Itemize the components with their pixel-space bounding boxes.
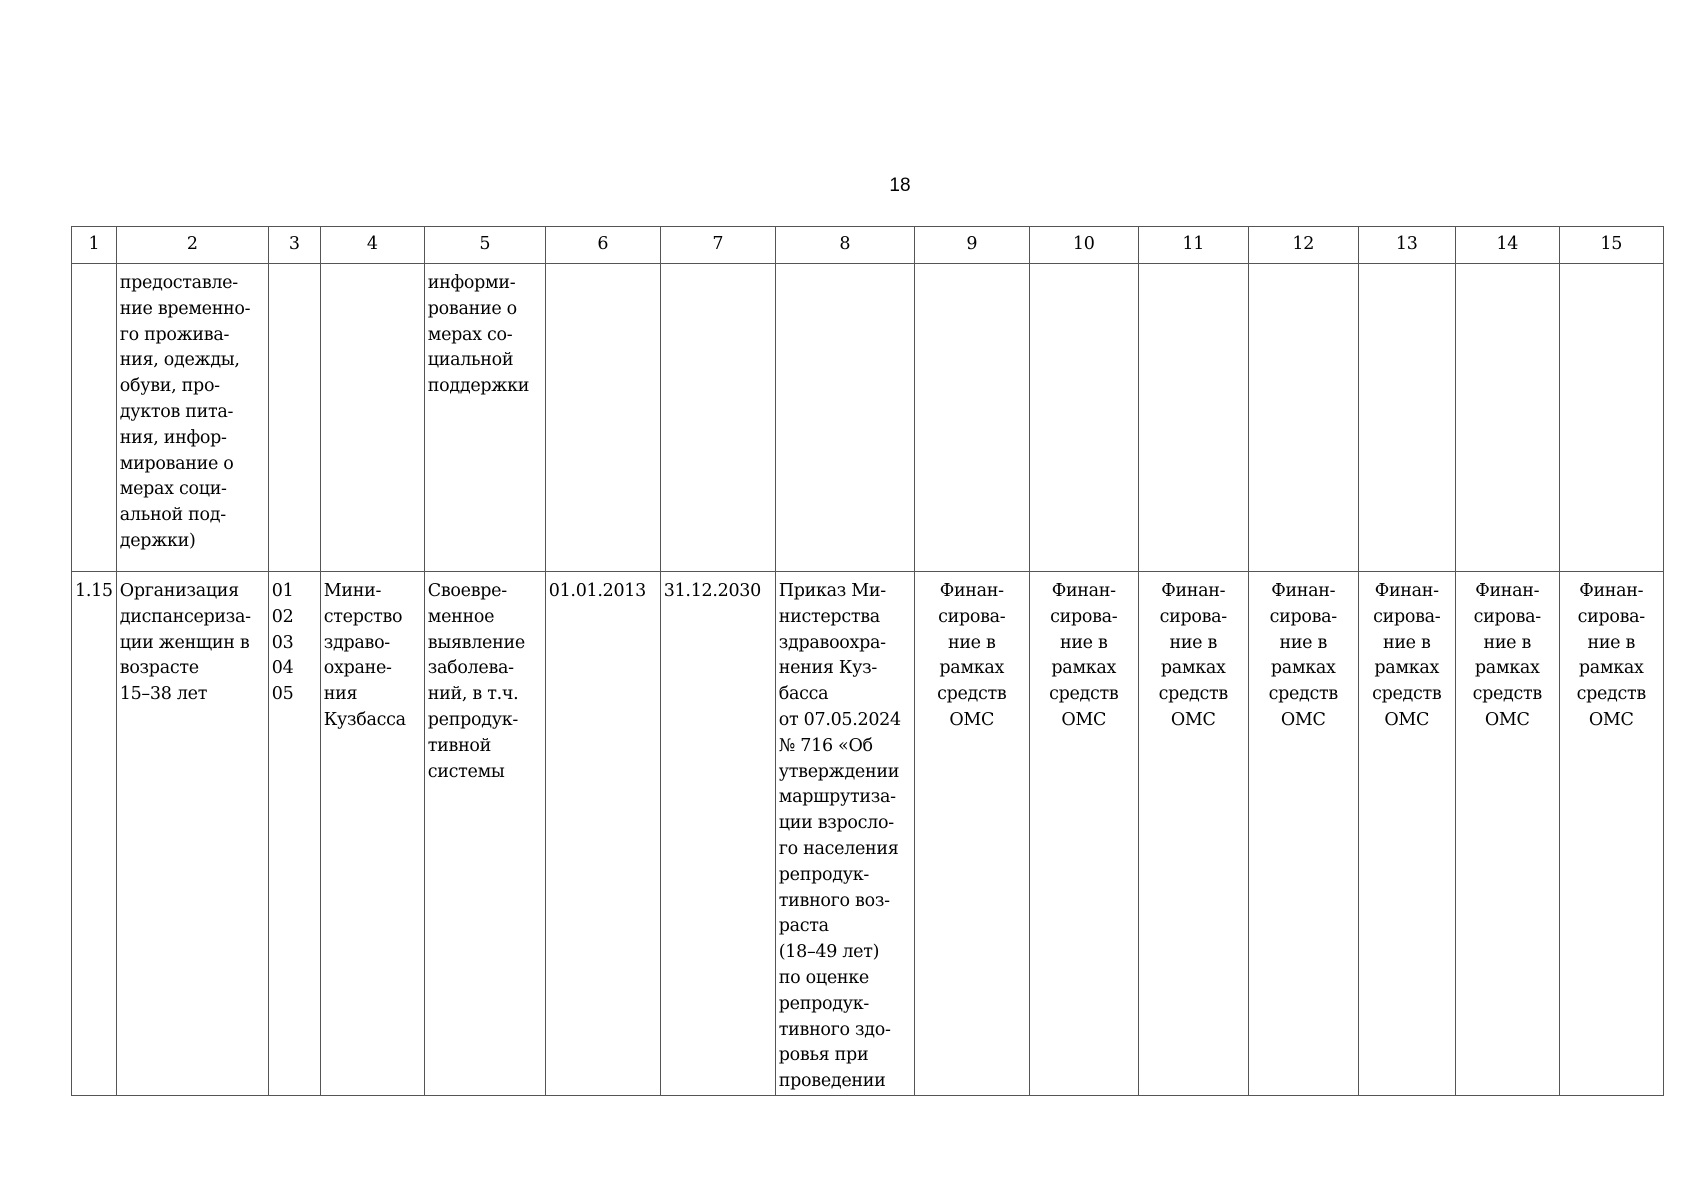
page-number: 18 [889, 175, 911, 196]
column-number: 2 [116, 227, 268, 264]
table-row [72, 572, 1664, 1096]
funding-cell: Финан- сирова- ние в рамках средств ОМС [1029, 572, 1138, 1096]
column-number: 11 [1138, 227, 1248, 264]
start-date-cell: 01.01.2013 [545, 572, 660, 1096]
funding-cell [1358, 264, 1455, 572]
column-number: 9 [914, 227, 1029, 264]
result-cell: информи- рование о мерах со- циальной поддержки [424, 264, 545, 572]
funding-cell [1138, 264, 1248, 572]
funding-cell [1559, 264, 1663, 572]
column-number: 13 [1358, 227, 1455, 264]
column-number-row [72, 227, 1664, 264]
end-date-cell [660, 264, 775, 572]
codes-cell: 01 02 03 04 05 [268, 572, 320, 1096]
item-number-cell: 1.15 [72, 572, 117, 1096]
funding-cell: Финан- сирова- ние в рамках средств ОМС [1248, 572, 1358, 1096]
column-number: 7 [660, 227, 775, 264]
result-cell: Своевре- менное выявление заболева- ний, в т.ч. репродук- тивной системы [424, 572, 545, 1096]
column-number: 4 [320, 227, 424, 264]
measures-table [71, 226, 1664, 1096]
column-number: 1 [72, 227, 117, 264]
start-date-cell [545, 264, 660, 572]
column-number: 6 [545, 227, 660, 264]
column-number: 15 [1559, 227, 1663, 264]
funding-cell: Финан- сирова- ние в рамках средств ОМС [914, 572, 1029, 1096]
funding-cell: Финан- сирова- ние в рамках средств ОМС [1559, 572, 1663, 1096]
funding-cell: Финан- сирова- ние в рамках средств ОМС [1358, 572, 1455, 1096]
codes-cell [268, 264, 320, 572]
basis-cell: Приказ Ми- нистерства здравоохра- нения Куз- басса от 07.05.2024 № 716 «Об утверждении маршрутиза- ции взросло- го населения репродук- тивного воз- раста (18–49 лет) по оценке репродук- тивного здо- ровья при проведении [775, 572, 914, 1096]
funding-cell [1455, 264, 1559, 572]
executor-cell: Мини- стерство здраво- охране- ния Кузбасса [320, 572, 424, 1096]
measure-name-cell: предоставле- ние временно- го прожива- ния, одежды, обуви, про- дуктов пита- ния, инфор- мирование о мерах соци- альной под- держки) [116, 264, 268, 572]
end-date-cell: 31.12.2030 [660, 572, 775, 1096]
funding-cell: Финан- сирова- ние в рамках средств ОМС [1138, 572, 1248, 1096]
column-number: 5 [424, 227, 545, 264]
funding-cell [1248, 264, 1358, 572]
funding-cell: Финан- сирова- ние в рамках средств ОМС [1455, 572, 1559, 1096]
column-number: 12 [1248, 227, 1358, 264]
executor-cell [320, 264, 424, 572]
column-number: 10 [1029, 227, 1138, 264]
funding-cell [1029, 264, 1138, 572]
basis-cell [775, 264, 914, 572]
measure-name-cell: Организация диспансериза- ции женщин в возрасте 15–38 лет [116, 572, 268, 1096]
item-number-cell [72, 264, 117, 572]
table-row [72, 264, 1664, 572]
column-number: 8 [775, 227, 914, 264]
column-number: 14 [1455, 227, 1559, 264]
funding-cell [914, 264, 1029, 572]
column-number: 3 [268, 227, 320, 264]
